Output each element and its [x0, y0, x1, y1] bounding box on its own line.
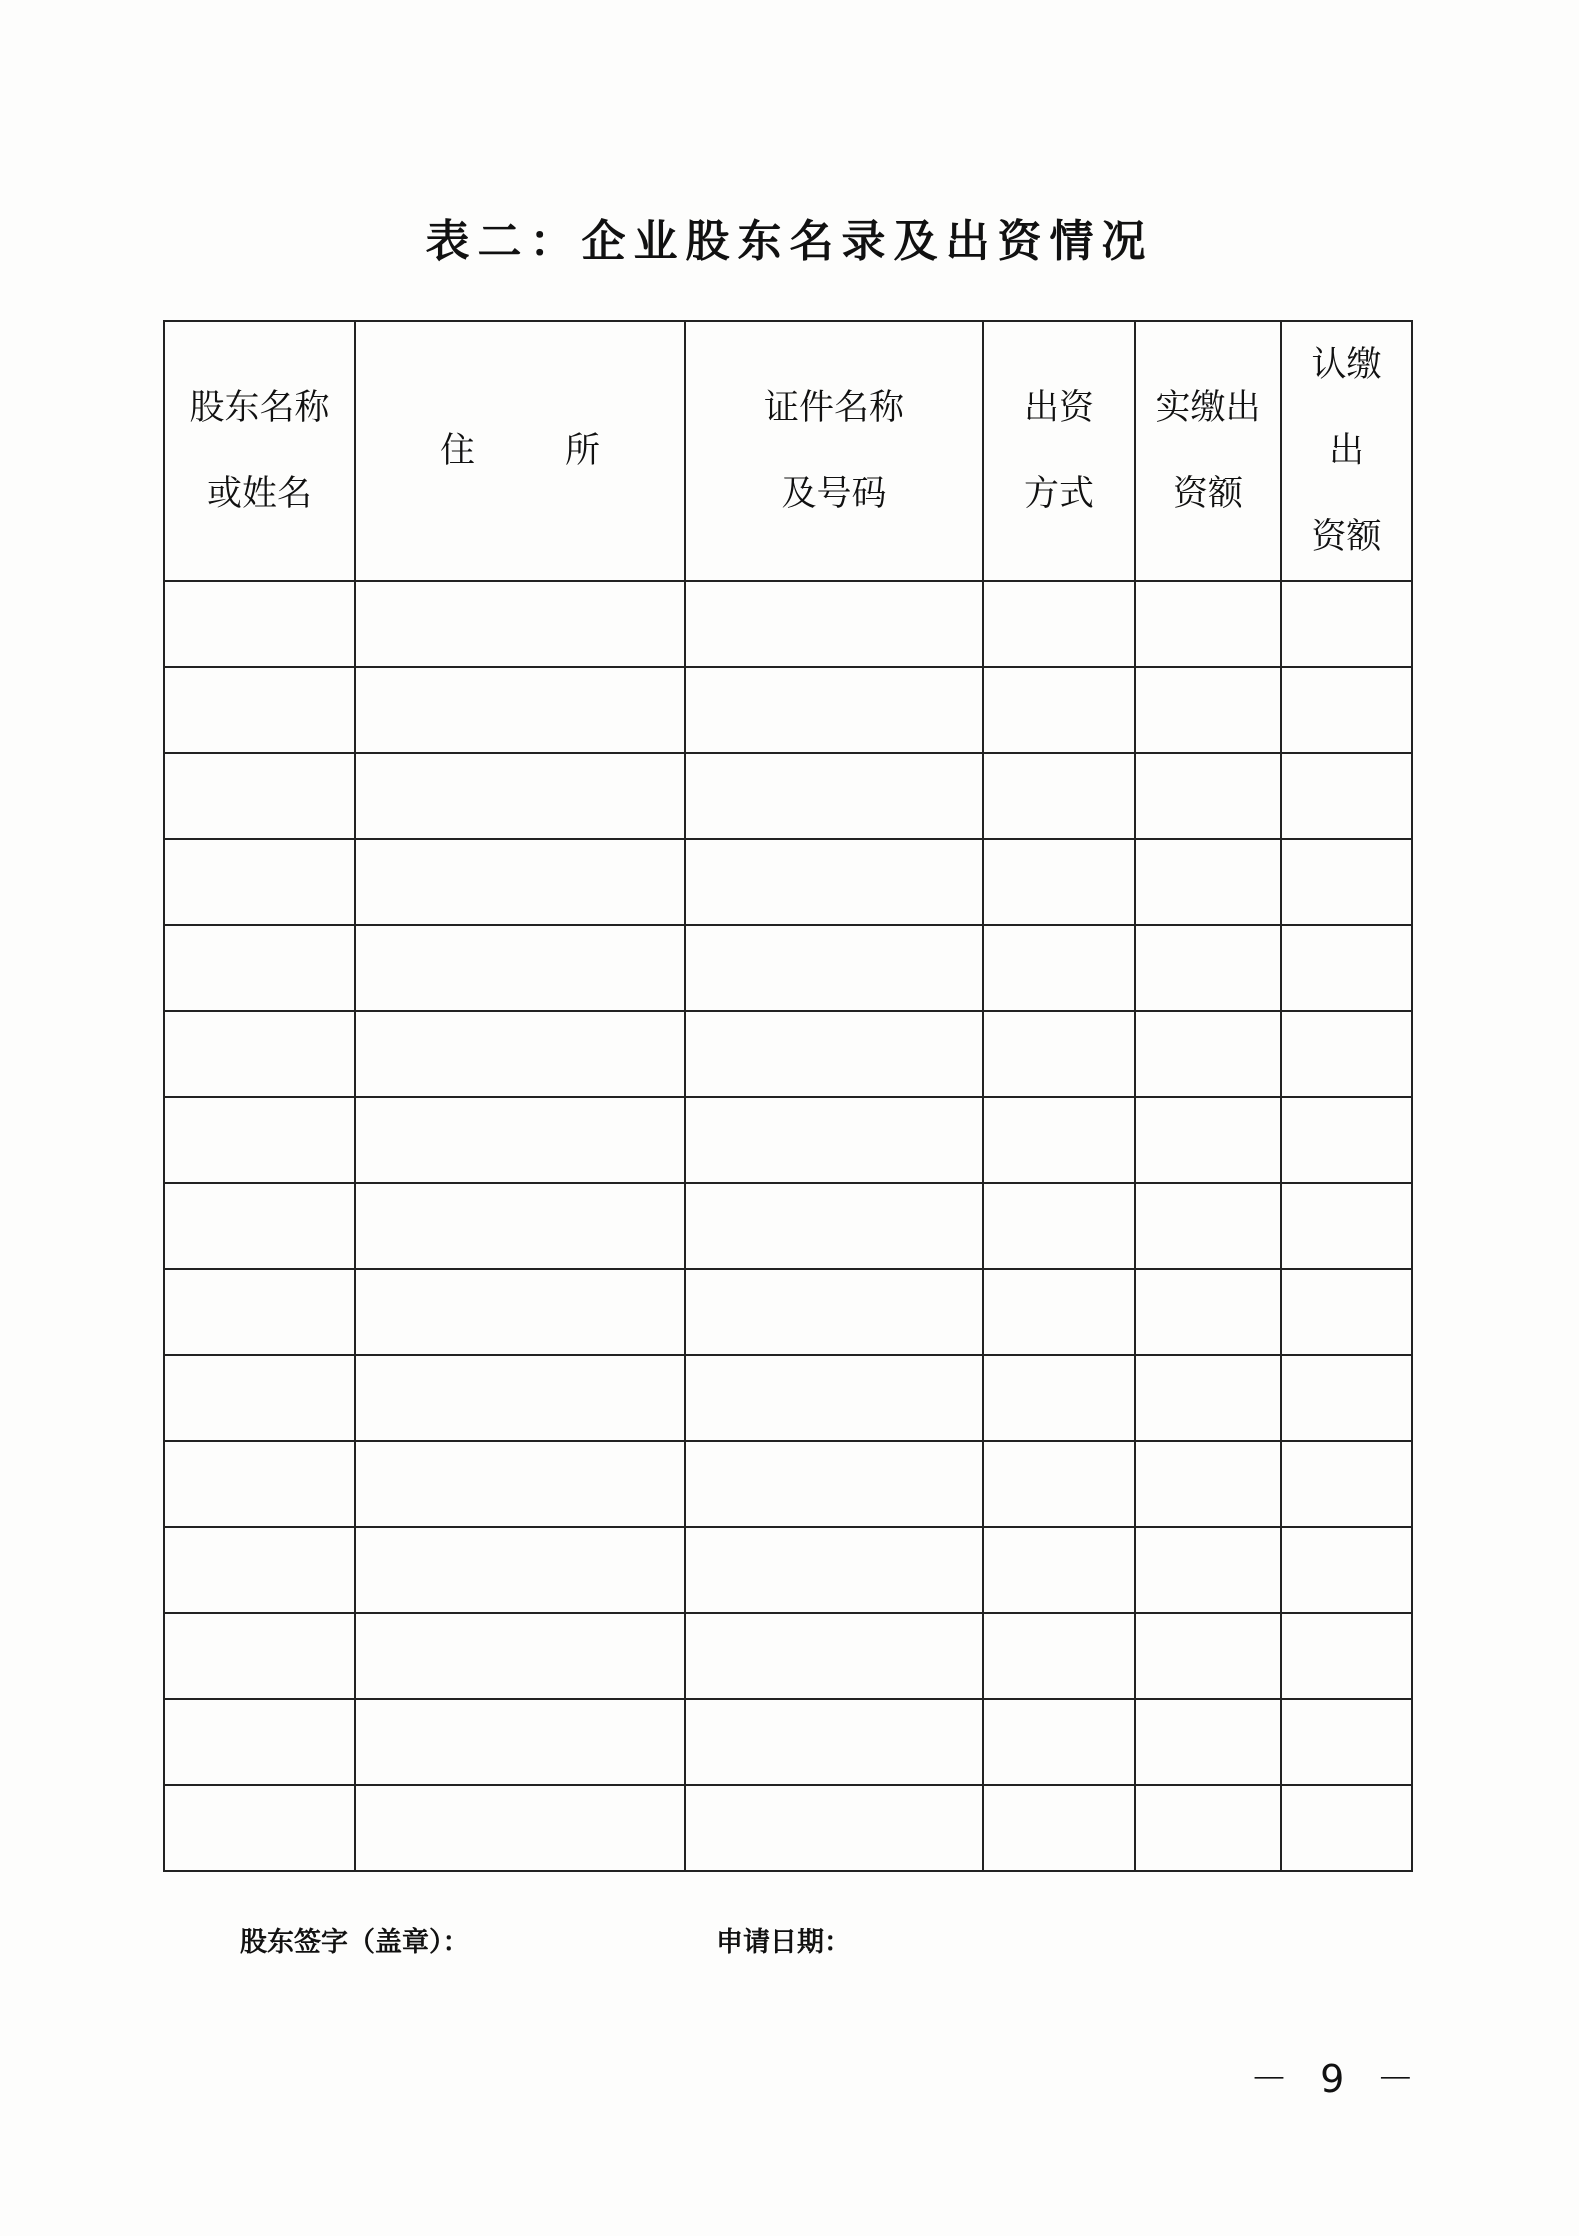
table-cell[interactable]: [685, 667, 983, 753]
table-cell[interactable]: [1281, 1183, 1412, 1269]
table-row: [164, 1011, 1412, 1097]
table-row: [164, 1097, 1412, 1183]
header-line: 所: [565, 431, 601, 471]
table-cell[interactable]: [1281, 667, 1412, 753]
table-cell[interactable]: [164, 1097, 355, 1183]
table-row: [164, 1269, 1412, 1355]
table-cell[interactable]: [355, 1699, 685, 1785]
table-cell[interactable]: [983, 1785, 1135, 1871]
table-cell[interactable]: [355, 1441, 685, 1527]
table-cell[interactable]: [1135, 1183, 1281, 1269]
table-row: [164, 1699, 1412, 1785]
table-cell[interactable]: [164, 667, 355, 753]
table-cell[interactable]: [1281, 1441, 1412, 1527]
header-id-document: [685, 321, 983, 581]
table-cell[interactable]: [355, 925, 685, 1011]
table-cell[interactable]: [685, 1011, 983, 1097]
header-line: 住: [439, 431, 475, 471]
table-row: [164, 1527, 1412, 1613]
table-cell[interactable]: [1135, 1613, 1281, 1699]
table-cell[interactable]: [983, 839, 1135, 925]
table-cell[interactable]: [685, 1097, 983, 1183]
table-cell[interactable]: [685, 1785, 983, 1871]
table-cell[interactable]: [1281, 839, 1412, 925]
table-cell[interactable]: [1135, 1441, 1281, 1527]
table-cell[interactable]: [355, 753, 685, 839]
table-row: [164, 925, 1412, 1011]
date-label: 申请日期：: [716, 1927, 851, 1958]
table-cell[interactable]: [685, 1699, 983, 1785]
table-row: [164, 1355, 1412, 1441]
table-row: [164, 581, 1412, 667]
header-line: 资额: [1172, 474, 1243, 514]
table-cell[interactable]: [685, 925, 983, 1011]
table-cell[interactable]: [164, 839, 355, 925]
header-line: 股东名称: [189, 388, 330, 428]
table-cell[interactable]: [164, 1269, 355, 1355]
table-cell[interactable]: [355, 667, 685, 753]
table-row: [164, 1613, 1412, 1699]
table-cell[interactable]: [983, 1441, 1135, 1527]
table-cell[interactable]: [685, 581, 983, 667]
table-row: [164, 1183, 1412, 1269]
table-cell[interactable]: [983, 1613, 1135, 1699]
table-cell[interactable]: [1281, 925, 1412, 1011]
table-cell[interactable]: [355, 1527, 685, 1613]
shareholder-table: [163, 320, 1413, 1872]
table-cell[interactable]: [1135, 1699, 1281, 1785]
table-cell[interactable]: [1281, 1613, 1412, 1699]
table-cell[interactable]: [685, 1269, 983, 1355]
table-cell[interactable]: [1135, 667, 1281, 753]
table-cell[interactable]: [355, 1011, 685, 1097]
table-cell[interactable]: [164, 925, 355, 1011]
table-cell[interactable]: [1135, 839, 1281, 925]
table-cell[interactable]: [164, 1527, 355, 1613]
table-cell[interactable]: [164, 1613, 355, 1699]
table-cell[interactable]: [685, 753, 983, 839]
table-cell[interactable]: [1281, 581, 1412, 667]
table-cell[interactable]: [1281, 1785, 1412, 1871]
table-cell[interactable]: [983, 581, 1135, 667]
table-cell[interactable]: [983, 925, 1135, 1011]
table-cell[interactable]: [1135, 753, 1281, 839]
table-cell[interactable]: [685, 1355, 983, 1441]
table-cell[interactable]: [355, 1785, 685, 1871]
page-title: 表二：企业股东名录及出资情况: [425, 216, 1154, 267]
header-line: 出: [1328, 431, 1364, 471]
table-cell[interactable]: [983, 1183, 1135, 1269]
signature-label: 股东签字（盖章）：: [240, 1927, 470, 1958]
table-cell[interactable]: [1281, 1527, 1412, 1613]
table-cell[interactable]: [355, 1355, 685, 1441]
header-line: 证件名称: [763, 388, 904, 428]
table-cell[interactable]: [355, 839, 685, 925]
table-cell[interactable]: [1281, 1699, 1412, 1785]
table-cell[interactable]: [355, 1269, 685, 1355]
table-cell[interactable]: [685, 839, 983, 925]
table-row: [164, 839, 1412, 925]
table-cell[interactable]: [983, 667, 1135, 753]
table-cell[interactable]: [164, 753, 355, 839]
header-line: 出资: [1023, 388, 1094, 428]
table-cell[interactable]: [983, 1699, 1135, 1785]
header-paid-in-amount: [1135, 321, 1281, 581]
table-cell[interactable]: [164, 581, 355, 667]
table-row: [164, 1441, 1412, 1527]
table-cell[interactable]: [164, 1355, 355, 1441]
table-cell[interactable]: [164, 1183, 355, 1269]
table-row: [164, 753, 1412, 839]
table-cell[interactable]: [1135, 925, 1281, 1011]
table-cell[interactable]: [1135, 1527, 1281, 1613]
table-cell[interactable]: [1135, 1269, 1281, 1355]
table-cell[interactable]: [164, 1699, 355, 1785]
table-cell[interactable]: [164, 1441, 355, 1527]
table-cell[interactable]: [1281, 1269, 1412, 1355]
table-body: [164, 581, 1412, 1871]
page-number: － 9 －: [1250, 2057, 1425, 2101]
table-cell[interactable]: [983, 753, 1135, 839]
table-cell[interactable]: [983, 1355, 1135, 1441]
table-cell[interactable]: [164, 1785, 355, 1871]
table-cell[interactable]: [1281, 1097, 1412, 1183]
table-cell[interactable]: [1135, 581, 1281, 667]
table-cell[interactable]: [1281, 753, 1412, 839]
header-line: 或姓名: [206, 474, 312, 514]
header-line: 方式: [1023, 474, 1094, 514]
table-header-row: [164, 321, 1412, 581]
table-cell[interactable]: [1135, 1355, 1281, 1441]
table-cell[interactable]: [983, 1269, 1135, 1355]
table-cell[interactable]: [1135, 1011, 1281, 1097]
header-line: 资额: [1311, 517, 1382, 557]
header-contribution-method: [983, 321, 1135, 581]
table-cell[interactable]: [685, 1441, 983, 1527]
table-cell[interactable]: [983, 1097, 1135, 1183]
table-cell[interactable]: [1135, 1097, 1281, 1183]
table-cell[interactable]: [983, 1011, 1135, 1097]
header-line: 认缴: [1311, 345, 1382, 385]
table-cell[interactable]: [355, 581, 685, 667]
table-cell[interactable]: [355, 1097, 685, 1183]
table-cell[interactable]: [355, 1183, 685, 1269]
table-cell[interactable]: [1281, 1011, 1412, 1097]
table-cell[interactable]: [1135, 1785, 1281, 1871]
table-row: [164, 1785, 1412, 1871]
header-subscribed-amount: [1281, 321, 1412, 581]
table-cell[interactable]: [685, 1613, 983, 1699]
table-row: [164, 667, 1412, 753]
table-cell[interactable]: [685, 1183, 983, 1269]
table-cell[interactable]: [1281, 1355, 1412, 1441]
header-line: 及号码: [781, 474, 887, 514]
header-shareholder-name: [164, 321, 355, 581]
table-cell[interactable]: [164, 1011, 355, 1097]
header-line: 实缴出: [1155, 388, 1261, 428]
table-cell[interactable]: [355, 1613, 685, 1699]
table-cell[interactable]: [983, 1527, 1135, 1613]
header-address: [355, 321, 685, 581]
table-cell[interactable]: [685, 1527, 983, 1613]
